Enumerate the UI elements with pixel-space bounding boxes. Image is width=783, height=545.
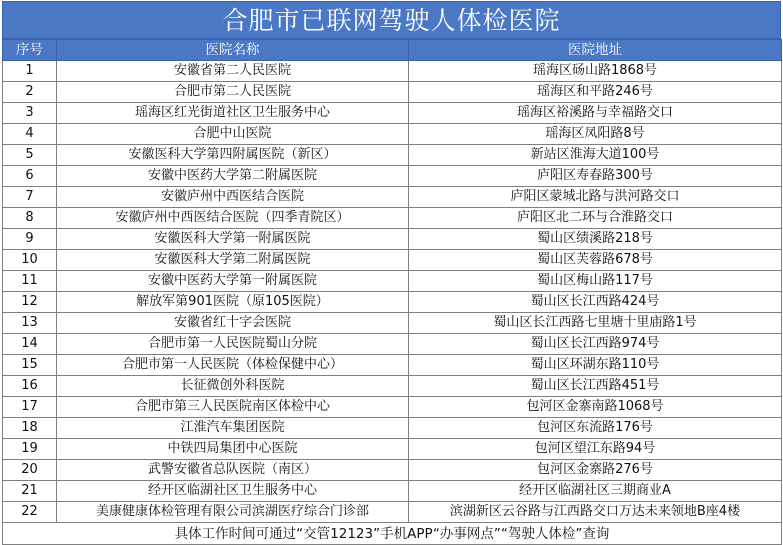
header-row <box>3 40 782 61</box>
row-hospital-name: 中铁四局集团中心医院 <box>57 439 409 460</box>
row-hospital-name: 长征微创外科医院 <box>57 376 409 397</box>
table-row <box>3 439 782 460</box>
row-hospital-name: 合肥市第二人民医院 <box>57 82 409 103</box>
table-row <box>3 292 782 313</box>
row-serial-number: 13 <box>3 313 57 334</box>
row-hospital-name: 安徽中医药大学第二附属医院 <box>57 166 409 187</box>
row-serial-number: 4 <box>3 124 57 145</box>
row-serial-number: 14 <box>3 334 57 355</box>
row-hospital-address: 蜀山区长江西路424号 <box>409 292 782 313</box>
table-row <box>3 334 782 355</box>
table-row <box>3 481 782 502</box>
row-hospital-address: 庐阳区寿春路300号 <box>409 166 782 187</box>
row-hospital-address: 经开区临湖社区三期商业A <box>409 481 782 502</box>
row-hospital-address: 包河区东流路176号 <box>409 418 782 439</box>
header-serial-number: 序号 <box>3 40 57 61</box>
row-serial-number: 7 <box>3 187 57 208</box>
row-hospital-address: 新站区淮海大道100号 <box>409 145 782 166</box>
row-serial-number: 16 <box>3 376 57 397</box>
row-serial-number: 18 <box>3 418 57 439</box>
row-hospital-name: 安徽省红十字会医院 <box>57 313 409 334</box>
sheet-title: 合肥市已联网驾驶人体检医院 <box>2 1 781 39</box>
row-serial-number: 2 <box>3 82 57 103</box>
row-hospital-address: 包河区望江东路94号 <box>409 439 782 460</box>
row-hospital-address: 蜀山区长江西路974号 <box>409 334 782 355</box>
table-row <box>3 271 782 292</box>
row-hospital-name: 解放军第901医院（原105医院） <box>57 292 409 313</box>
row-serial-number: 3 <box>3 103 57 124</box>
row-serial-number: 17 <box>3 397 57 418</box>
row-serial-number: 10 <box>3 250 57 271</box>
hospital-list-sheet <box>2 1 781 545</box>
row-hospital-address: 瑶海区凤阳路8号 <box>409 124 782 145</box>
row-hospital-name: 合肥市第一人民医院蜀山分院 <box>57 334 409 355</box>
row-hospital-name: 合肥市第一人民医院（体检保健中心） <box>57 355 409 376</box>
row-serial-number: 20 <box>3 460 57 481</box>
row-serial-number: 6 <box>3 166 57 187</box>
table-row <box>3 166 782 187</box>
row-serial-number: 21 <box>3 481 57 502</box>
row-hospital-name: 安徽中医药大学第一附属医院 <box>57 271 409 292</box>
row-hospital-name: 安徽医科大学第二附属医院 <box>57 250 409 271</box>
row-hospital-address: 瑶海区砀山路1868号 <box>409 61 782 82</box>
row-hospital-name: 安徽庐州中西医结合医院（四季青院区） <box>57 208 409 229</box>
table-row <box>3 103 782 124</box>
table-row <box>3 61 782 82</box>
table-row <box>3 397 782 418</box>
row-hospital-name: 武警安徽省总队医院（南区） <box>57 460 409 481</box>
row-hospital-name: 瑶海区红光街道社区卫生服务中心 <box>57 103 409 124</box>
row-hospital-address: 包河区金寨南路1068号 <box>409 397 782 418</box>
row-serial-number: 5 <box>3 145 57 166</box>
row-hospital-address: 蜀山区长江西路七里塘十里庙路1号 <box>409 313 782 334</box>
row-serial-number: 15 <box>3 355 57 376</box>
row-serial-number: 19 <box>3 439 57 460</box>
row-hospital-name: 安徽庐州中西医结合医院 <box>57 187 409 208</box>
hospital-rows <box>3 61 782 523</box>
row-hospital-address: 滨湖新区云谷路与江西路交口万达未来领地B座4楼 <box>409 502 782 523</box>
row-hospital-address: 瑶海区裕溪路与幸福路交口 <box>409 103 782 124</box>
row-hospital-name: 合肥中山医院 <box>57 124 409 145</box>
header-hospital-address: 医院地址 <box>409 40 782 61</box>
row-hospital-name: 经开区临湖社区卫生服务中心 <box>57 481 409 502</box>
table-row <box>3 124 782 145</box>
row-hospital-name: 安徽省第二人民医院 <box>57 61 409 82</box>
row-hospital-address: 蜀山区芙蓉路678号 <box>409 250 782 271</box>
table-row <box>3 208 782 229</box>
table-row <box>3 187 782 208</box>
row-hospital-address: 庐阳区北二环与合淮路交口 <box>409 208 782 229</box>
table-row <box>3 250 782 271</box>
row-hospital-name: 合肥市第三人民医院南区体检中心 <box>57 397 409 418</box>
header-hospital-name: 医院名称 <box>57 40 409 61</box>
table-row <box>3 313 782 334</box>
row-hospital-address: 庐阳区蒙城北路与洪河路交口 <box>409 187 782 208</box>
row-hospital-address: 瑶海区和平路246号 <box>409 82 782 103</box>
row-hospital-name: 江淮汽车集团医院 <box>57 418 409 439</box>
hospital-table <box>2 39 782 545</box>
row-hospital-address: 蜀山区梅山路117号 <box>409 271 782 292</box>
table-row <box>3 82 782 103</box>
table-row <box>3 145 782 166</box>
table-row <box>3 355 782 376</box>
table-row <box>3 502 782 523</box>
row-hospital-address: 蜀山区长江西路451号 <box>409 376 782 397</box>
row-hospital-address: 蜀山区绩溪路218号 <box>409 229 782 250</box>
row-hospital-name: 美康健康体检管理有限公司滨湖医疗综合门诊部 <box>57 502 409 523</box>
footer-row <box>3 523 782 545</box>
row-serial-number: 9 <box>3 229 57 250</box>
table-row <box>3 376 782 397</box>
row-hospital-address: 包河区金寨路276号 <box>409 460 782 481</box>
table-row <box>3 229 782 250</box>
row-hospital-address: 蜀山区环湖东路110号 <box>409 355 782 376</box>
footer-note: 具体工作时间可通过“交管12123”手机APP“办事网点”“驾驶人体检”查询 <box>3 523 782 545</box>
table-row <box>3 418 782 439</box>
row-serial-number: 11 <box>3 271 57 292</box>
row-serial-number: 22 <box>3 502 57 523</box>
row-hospital-name: 安徽医科大学第一附属医院 <box>57 229 409 250</box>
row-serial-number: 8 <box>3 208 57 229</box>
row-hospital-name: 安徽医科大学第四附属医院（新区） <box>57 145 409 166</box>
row-serial-number: 12 <box>3 292 57 313</box>
table-row <box>3 460 782 481</box>
row-serial-number: 1 <box>3 61 57 82</box>
